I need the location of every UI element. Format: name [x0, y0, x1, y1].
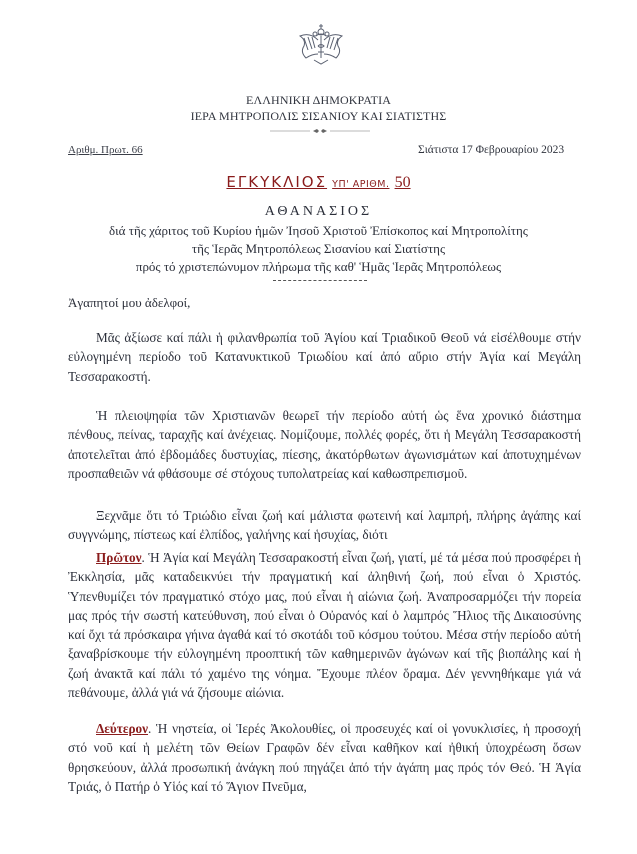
encyclical-number: 50: [394, 174, 411, 191]
sender-name: ΑΘΑΝΑΣΙΟΣ: [264, 204, 373, 219]
header-country: ΕΛΛΗΝΙΚΗ ΔΗΜΟΚΡΑΤΙΑ: [246, 93, 391, 107]
sender-title-line1: διά τῆς χάριτος τοῦ Κυρίου ἡμῶν Ἰησοῦ Χριστοῦ Ἐπίσκοπος καί Μητροπολίτης: [109, 223, 528, 238]
paragraph-1: [68, 328, 581, 386]
letter-date: Σιάτιστα 17 Φεβρουαρίου 2023: [418, 144, 565, 156]
paragraph-second: [68, 719, 581, 796]
paragraph-2: [68, 406, 581, 483]
salutation: Ἀγαπητοί μου ἀδελφοί,: [68, 295, 191, 310]
paragraph-3: [68, 506, 581, 545]
first-label: Πρῶτον: [96, 550, 142, 565]
dashed-divider: [273, 280, 367, 281]
paragraph-1-text: Μᾶς ἀξίωσε καί πάλι ἡ φιλανθρωπία τοῦ Ἁγίου καί Τριαδικοῦ Θεοῦ νά εἰσέλθουμε στήν εὐλογημένη περίοδο τοῦ Κατανυκτικοῦ Τριωδίου καί ἀπό αὔριο στήν Ἁγία καί Μεγάλη Τεσσαρακοστή.: [68, 330, 581, 384]
double-headed-eagle-emblem-icon: [296, 22, 346, 66]
encyclical-title: [0, 172, 637, 192]
header-metropolis: ΙΕΡΑ ΜΗΤΡΟΠΟΛΙΣ ΣΙΣΑΝΙΟΥ ΚΑΙ ΣΙΑΤΙΣΤΗΣ: [190, 109, 447, 123]
paragraph-first: [68, 548, 581, 702]
paragraph-3-text: Ξεχνᾶμε ὅτι τό Τριώδιο εἶναι ζωή καί μάλιστα φωτεινή καί λαμπρή, πλήρης ἀγάπης καί συγγνώμης, πίστεως καί ἐλπίδος, γαλήνης καί ἡσυχίας, διότι: [68, 508, 581, 543]
paragraph-second-text: . Ἡ νηστεία, οἱ Ἱερές Ἀκολουθίες, οἱ προσευχές καί οἱ γονυκλισίες, ἡ προσοχή στό νοῦ καί ἡ μελέτη τῶν Θείων Γραφῶν δέν εἶναι καθῆκον καί ἠθική ὑποχρέωση ὅσων θρησκεύουν, ἀλλά προσωπική ἀνάγκη πού πηγάζει ἀπό τήν ἀγάπη μας πρός τόν Θεό. Ἡ Ἁγία Τριάς, ὁ Πατήρ ὁ Υἱός καί τό Ἅγιον Πνεῦμα,: [68, 721, 581, 794]
encyclical-word: ΕΓΚΥΚΛΙΟΣ: [226, 173, 328, 191]
second-label: Δεύτερον: [96, 721, 149, 736]
protocol-number: Αριθμ. Πρωτ. 66: [68, 144, 143, 156]
paragraph-first-text: . Ἡ Ἁγία καί Μεγάλη Τεσσαρακοστή εἶναι ζωή, γιατί, μέ τά μέσα πού προσφέρει ἡ Ἐκκλησία, μᾶς καταδεικνύει τήν πραγματική καί ἀληθινή ζωή, πού εἶναι ὁ Χριστός. Ὑπενθυμίζει τόν πραγματικό στόχο μας, πού εἶναι ἡ αἰώνια ζωή. Ἀναπροσαρμόζει τήν πορεία μας πρός τήν σωστή κατεύθυνση, πού εἶναι ὁ Οὐρανός καί ὁ λαμπρός Ἥλιος τῆς Δικαιοσύνης καί ὄχι τά πρόσκαιρα γήινα ἀγαθά καί τό σκοτάδι τοῦ κόσμου τούτου. Μέσα στήν περίοδο αὐτή ξαναβρίσκουμε τήν εὐλογημένη προοπτική τῶν καθημερινῶν ἀγώνων καί τῆς βιοπάλης καί ἡ ζωή ἀνακτᾶ καί πάλι τό χαμένο της νόημα. Ἔχουμε πλέον ὅραμα. Δέν γεννηθήκαμε γιά νά πεθάνουμε, ἀλλά γιά νά ζήσουμε αἰώνια.: [68, 550, 581, 701]
encyclical-number-label: ΥΠ' ΑΡΙΘΜ.: [332, 179, 390, 190]
sender-title-line3: πρός τό χριστεπώνυμον πλήρωμα τῆς καθ' Ἡμᾶς Ἱερᾶς Μητροπόλεως: [135, 259, 502, 274]
sender-title-line2: τῆς Ἱερᾶς Μητροπόλεως Σισανίου καί Σιατίστης: [191, 241, 446, 256]
ornament-divider: [270, 127, 370, 135]
paragraph-2-text: Ἡ πλειοψηφία τῶν Χριστιανῶν θεωρεῖ τήν περίοδο αὐτή ὡς ἕνα χρονικό διάστημα πένθους, πείνας, ταραχῆς καί ἀνέχειας. Νομίζουμε, πολλές φορές, ὅτι ἡ Μεγάλη Τεσσαρακοστή ἀποτελεῖται ἀπό ἑβδομάδες δυστυχίας, πίεσης, ἀκατόρθωτων ἀγωνισμάτων καί ἀποτυχημένων προσπαθειῶν νά φθάσουμε σέ στόχους τυπολατρείας καί καθωσπρεπισμοῦ.: [68, 408, 581, 481]
